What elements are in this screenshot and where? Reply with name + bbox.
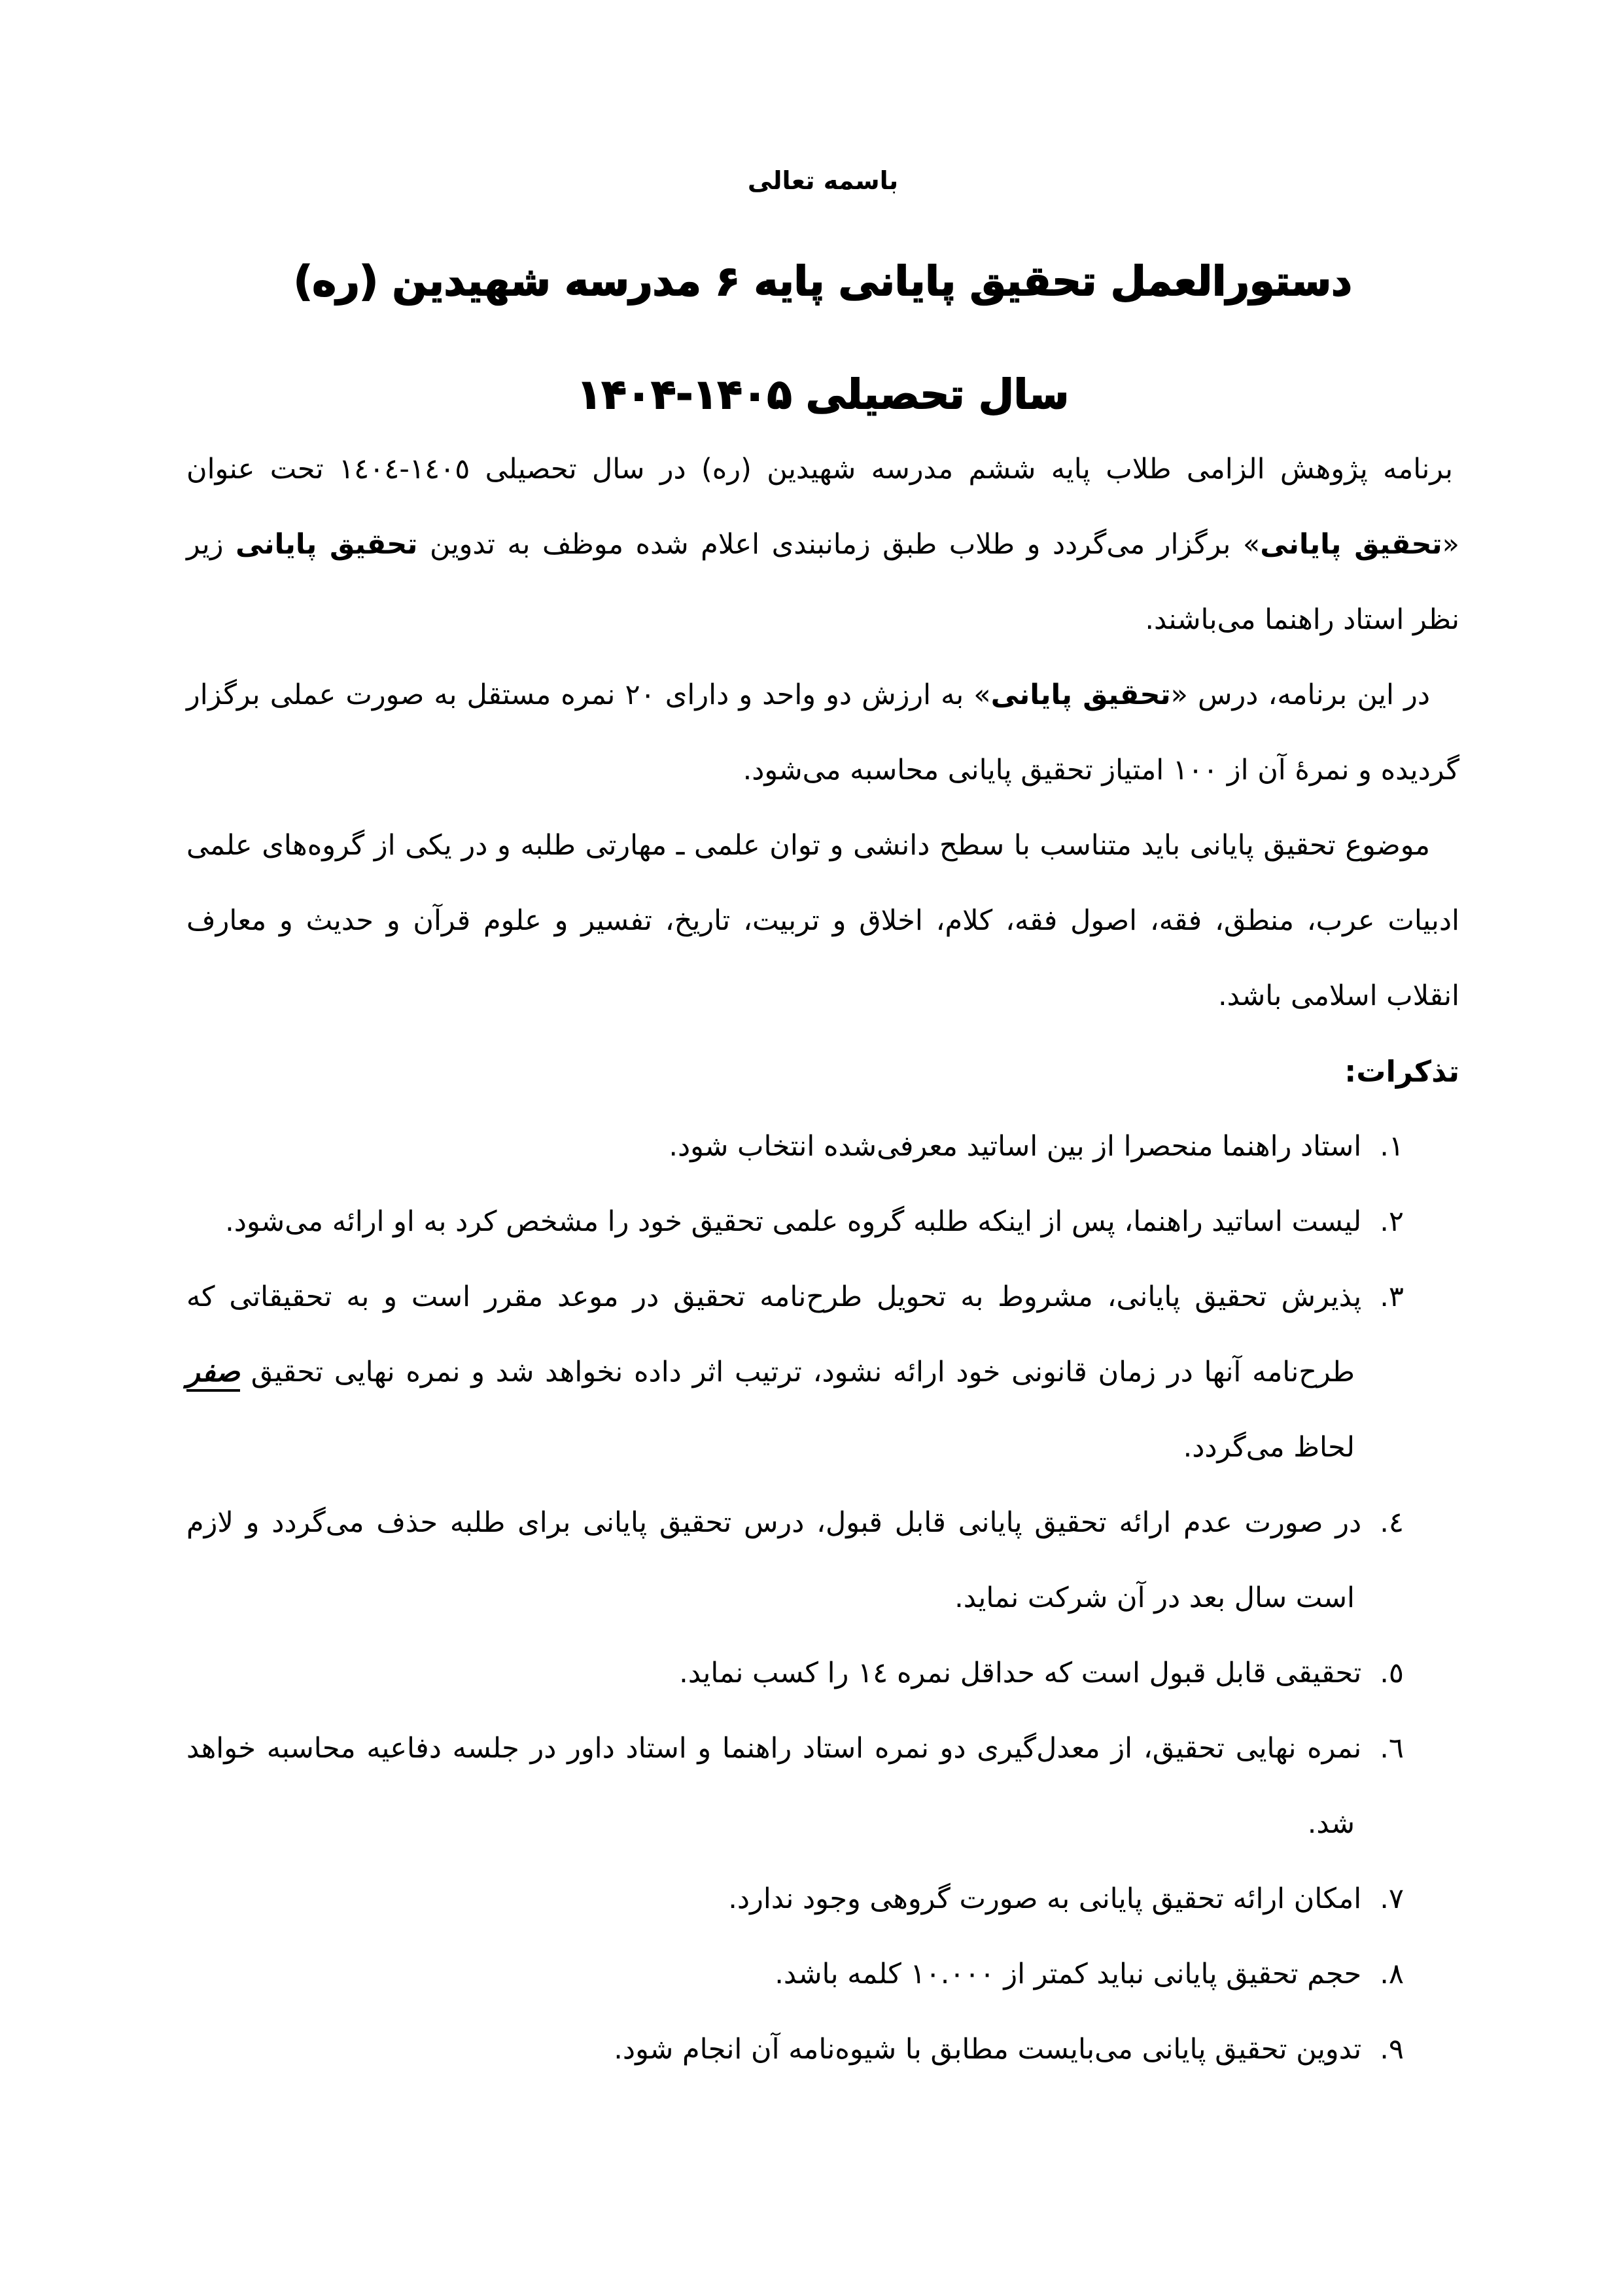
note-number-3: ٣. <box>1380 1280 1404 1313</box>
note-text-7: امکان ارائه تحقیق پایانی به صورت گروهی وجود ندارد. <box>728 1882 1362 1915</box>
note-item-7 <box>186 1862 1459 1937</box>
bismillah-header: باسمه تعالی <box>747 166 899 195</box>
paragraph-course-value: در این برنامه، درس «تحقیق پایانی» به ارزش دو واحد و دارای ٢٠ نمره مستقل به صورت عملی برگزار گردیده و نمرۀ آن از ١٠٠ امتیاز تحقیق پایانی محاسبه می‌شود. <box>186 679 1459 786</box>
note-item-4 <box>186 1485 1459 1636</box>
note-number-4: ٤. <box>1380 1506 1404 1539</box>
note-text-1: استاد راهنما منحصرا از بین اساتید معرفی‌شده انتخاب شود. <box>669 1130 1362 1163</box>
note-text-9: تدوین تحقیق پایانی می‌بایست مطابق با شیوه‌نامه آن انجام شود. <box>614 2033 1362 2066</box>
notes-heading: تذکرات: <box>1344 1054 1459 1089</box>
note-number-2: ٢. <box>1380 1205 1404 1238</box>
note-text-6: نمره نهایی تحقیق، از معدل‌گیری دو نمره استاد راهنما و استاد داور در جلسه دفاعیه محاسبه خواهد شد. <box>186 1732 1362 1840</box>
document-title: دستورالعمل تحقیق پایانی پایه ۶ مدرسه شهیدین (ره) <box>294 257 1352 305</box>
notes-list <box>186 1109 1459 2087</box>
note-number-9: ٩. <box>1380 2033 1404 2066</box>
note-item-3 <box>186 1260 1459 1485</box>
note-text-2: لیست اساتید راهنما، پس از اینکه طلبه گروه علمی تحقیق خود را مشخص کرد به او ارائه می‌شود. <box>225 1205 1362 1238</box>
note-text-8: حجم تحقیق پایانی نباید کمتر از ١٠.٠٠٠ کلمه باشد. <box>775 1958 1362 1990</box>
paragraph-intro: برنامه پژوهش الزامی طلاب پایه ششم مدرسه شهیدین (ره) در سال تحصیلی ١٤٠٥-١٤٠٤ تحت عنوان «تحقیق پایانی» برگزار می‌گردد و طلاب طبق زمانبندی اعلام شده موظف به تدوین تحقیق پایانی زیر نظر استاد راهنما می‌باشند. <box>186 453 1459 636</box>
note-number-1: ١. <box>1380 1130 1404 1163</box>
document-body <box>186 432 1459 2087</box>
note-number-8: ٨. <box>1380 1958 1404 1990</box>
document-content <box>0 164 1623 2087</box>
note-number-7: ٧. <box>1380 1882 1404 1915</box>
note-item-6 <box>186 1711 1459 1862</box>
note-item-9 <box>186 2012 1459 2087</box>
note-item-8 <box>186 1937 1459 2012</box>
academic-year-title: سال تحصیلی ۱۴۰۵-۱۴۰۴ <box>576 370 1070 418</box>
note-item-2 <box>186 1184 1459 1260</box>
note-text-5: تحقیقی قابل قبول است که حداقل نمره ١٤ را کسب نماید. <box>679 1657 1362 1689</box>
paragraph-topic-groups: موضوع تحقیق پایانی باید متناسب با سطح دانشی و توان علمی ـ مهارتی طلبه و در یکی از گروه‌های علمی ادبیات عرب، منطق، فقه، اصول فقه، کلام، اخلاق و تربیت، تاریخ، تفسیر و علوم قرآن و حدیث و معارف انقلاب اسلامی باشد. <box>186 829 1459 1012</box>
note-item-5 <box>186 1636 1459 1711</box>
note-text-3: پذیرش تحقیق پایانی، مشروط به تحویل طرح‌نامه تحقیق در موعد مقرر است و به تحقیقاتی که طرح‌نامه آنها در زمان قانونی خود ارائه نشود، ترتیب اثر داده نخواهد شد و نمره نهایی تحقیق صفر لحاظ می‌گردد. <box>186 1280 1362 1464</box>
note-text-4: در صورت عدم ارائه تحقیق پایانی قابل قبول، درس تحقیق پایانی برای طلبه حذف می‌گردد و لازم است سال بعد در آن شرکت نماید. <box>186 1506 1362 1614</box>
note-number-6: ٦. <box>1380 1732 1404 1765</box>
note-number-5: ٥. <box>1380 1657 1404 1689</box>
note-item-1 <box>186 1109 1459 1184</box>
